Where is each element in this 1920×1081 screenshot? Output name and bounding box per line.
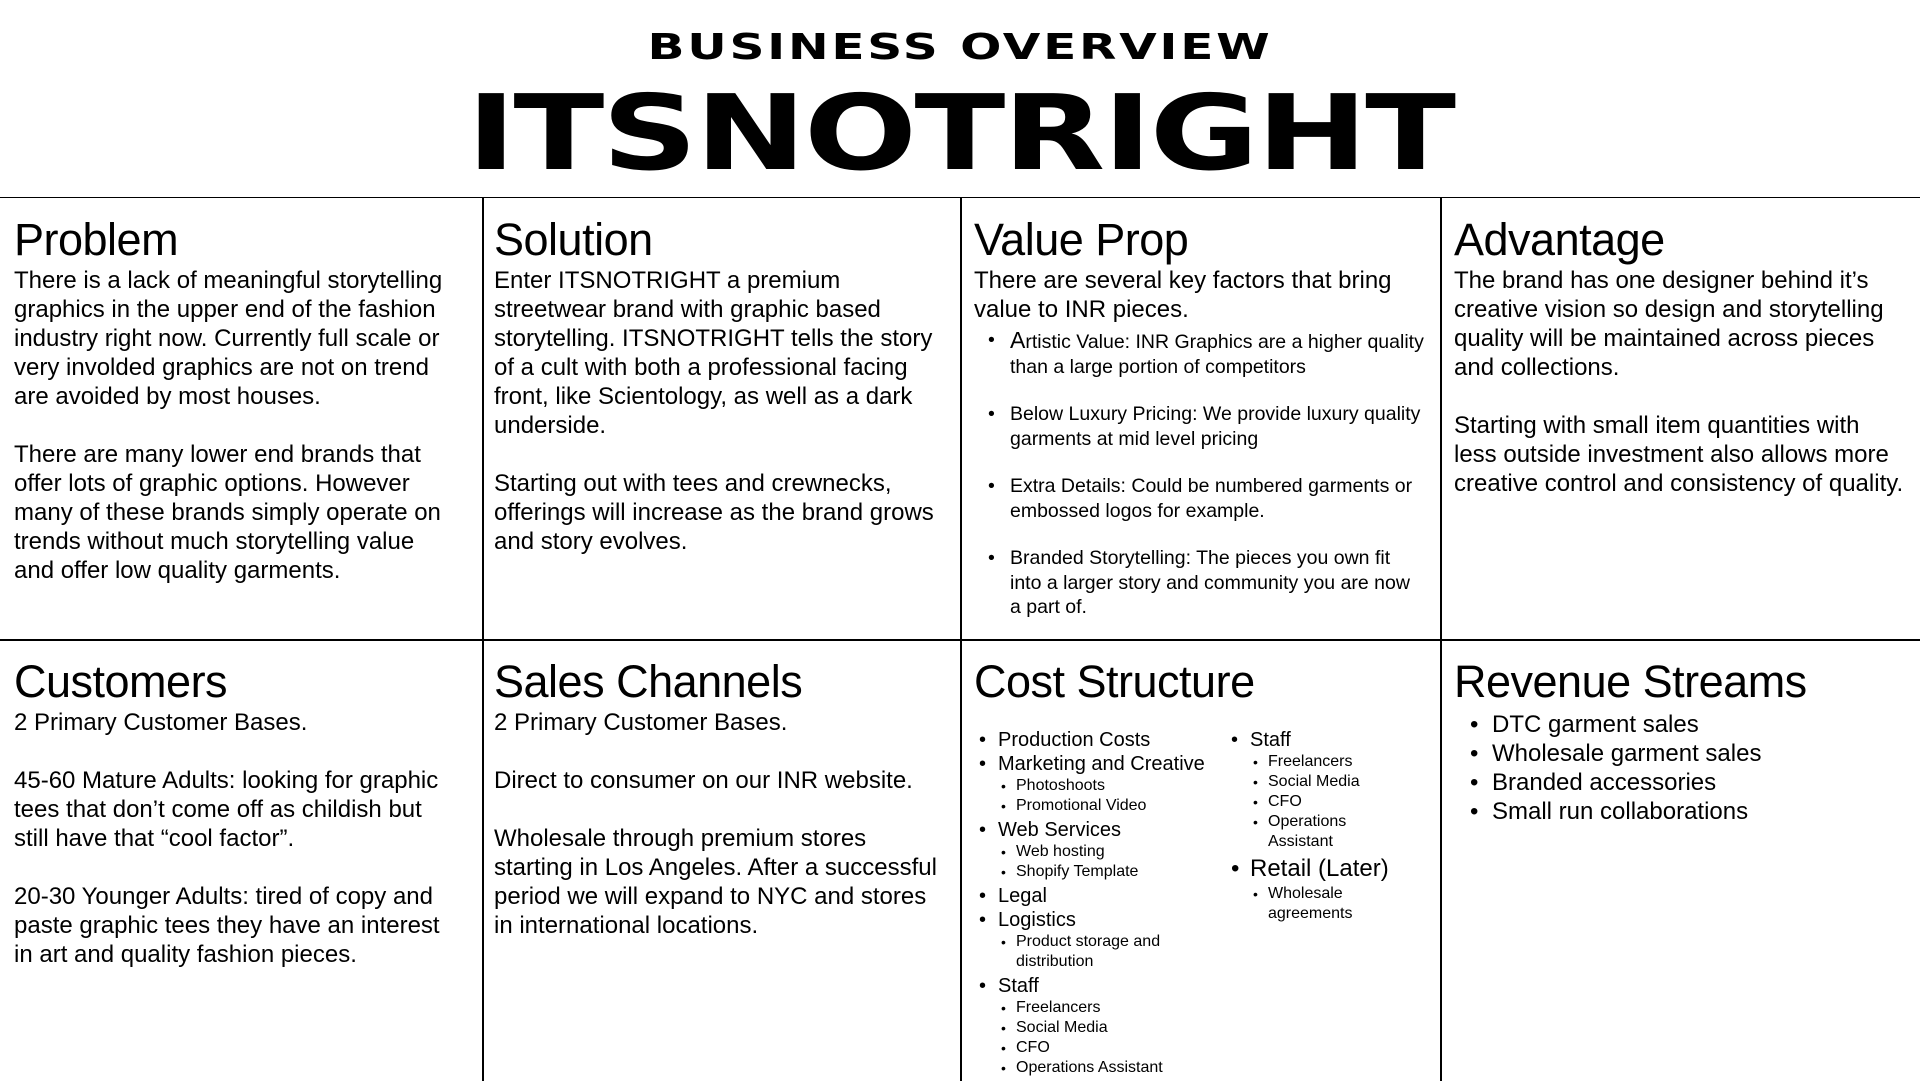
- list-item: • Shopify Template: [974, 862, 1224, 882]
- list-item: • Logistics: [974, 908, 1224, 932]
- list-item: • Operations Assistant: [1226, 812, 1366, 852]
- problem-text-2: There are many lower end brands that offer lots of graphic options. However many of these brands simply operate on trends without much storytelling value and offer low quality garments.: [14, 441, 441, 584]
- list-item: • CFO: [974, 1038, 1224, 1058]
- list-item: • Branded Storytelling: The pieces you own fit into a larger story and community you are now a part of.: [974, 546, 1424, 620]
- solution-text-2: Starting out with tees and crewnecks, offerings will increase as the brand grows and story evolves.: [494, 470, 934, 555]
- advantage-section: [1454, 214, 1906, 634]
- list-item: • Staff: [1226, 728, 1416, 752]
- list-item: • Photoshoots: [974, 776, 1224, 796]
- sales-text-1: 2 Primary Customer Bases.: [494, 709, 788, 736]
- cost-list-1: [974, 728, 1224, 1080]
- sales-text-3: Wholesale through premium stores starting in Los Angeles. After a successful period we will expand to NYC and stores in international locations.: [494, 825, 937, 939]
- list-item: • Freelancers: [1226, 752, 1366, 772]
- problem-section: [14, 214, 460, 634]
- problem-text-1: There is a lack of meaningful storytelling graphics in the upper end of the fashion industry right now. Currently full scale or very involded graphics are not on trend are avoided by most houses.: [14, 267, 443, 410]
- sales-channels-heading: Sales Channels: [494, 656, 803, 707]
- customers-text-3: 20-30 Younger Adults: tired of copy and paste graphic tees they have an interest in art and quality fashion pieces.: [14, 883, 440, 968]
- revenue-list: [1454, 710, 1906, 826]
- sales-text-2: Direct to consumer on our INR website.: [494, 767, 913, 794]
- customers-section: [14, 656, 460, 1076]
- advantage-text-1: The brand has one designer behind it’s creative vision so design and storytelling quality will be maintained across pieces and collections.: [1454, 267, 1884, 381]
- list-item: • Product storage and distribution: [974, 932, 1174, 972]
- problem-heading: Problem: [14, 214, 179, 265]
- list-item: • Legal: [974, 884, 1224, 908]
- solution-heading: Solution: [494, 214, 653, 265]
- revenue-streams-heading: Revenue Streams: [1454, 656, 1807, 707]
- customers-heading: Customers: [14, 656, 228, 707]
- page-title: ITSNOTRIGHT: [466, 72, 1454, 194]
- divider: [0, 639, 1920, 641]
- list-item: • Wholesale garment sales: [1454, 739, 1906, 768]
- list-item: • Small run collaborations: [1454, 797, 1906, 826]
- cost-structure-heading: Cost Structure: [974, 656, 1255, 707]
- list-item: • Staff: [974, 974, 1224, 998]
- list-item: • Production Costs: [974, 728, 1224, 752]
- customers-text-2: 45-60 Mature Adults: looking for graphic tees that don’t come off as childish but still have that “cool factor”.: [14, 767, 439, 852]
- list-item: • Promotional Video: [974, 796, 1224, 816]
- sales-channels-section: [494, 656, 946, 1076]
- list-item: • Below Luxury Pricing: We provide luxury quality garments at mid level pricing: [974, 402, 1424, 451]
- solution-text-1: Enter ITSNOTRIGHT a premium streetwear brand with graphic based storytelling. ITSNOTRIGHT tells the story of a cult with both a professional facing front, like Scientology, as well as a dark underside.: [494, 267, 933, 439]
- advantage-text-2: Starting with small item quantities with less outside investment also allows more creative control and consistency of quality.: [1454, 412, 1904, 497]
- cost-list-2: [1226, 728, 1416, 926]
- list-item: • DTC garment sales: [1454, 710, 1906, 739]
- advantage-heading: Advantage: [1454, 214, 1665, 265]
- value-prop-list: [974, 328, 1424, 620]
- value-prop-section: [974, 214, 1424, 634]
- list-item: • Web hosting: [974, 842, 1224, 862]
- value-prop-heading: Value Prop: [974, 214, 1189, 265]
- business-grid: [0, 197, 1920, 1080]
- list-item: • Operations Assistant: [974, 1058, 1224, 1078]
- list-item: • Wholesale agreements: [1226, 884, 1366, 924]
- list-item: • Branded accessories: [1454, 768, 1906, 797]
- list-item: • CFO: [1226, 792, 1366, 812]
- page-subtitle: BUSINESS OVERVIEW: [647, 27, 1273, 68]
- list-item: • Retail (Later): [1226, 854, 1416, 884]
- cost-structure-section: [974, 656, 1434, 1081]
- list-item: • Social Media: [1226, 772, 1366, 792]
- list-item: • Freelancers: [974, 998, 1224, 1018]
- solution-section: [494, 214, 946, 634]
- list-item: • Social Media: [974, 1018, 1224, 1038]
- header: [0, 0, 1920, 197]
- value-prop-intro: There are several key factors that bring value to INR pieces.: [974, 267, 1392, 323]
- customers-text-1: 2 Primary Customer Bases.: [14, 709, 308, 736]
- list-item: • Web Services: [974, 818, 1224, 842]
- list-item: • Artistic Value: INR Graphics are a higher quality than a large portion of competitors: [974, 328, 1424, 379]
- list-item: • Extra Details: Could be numbered garments or embossed logos for example.: [974, 474, 1424, 523]
- revenue-streams-section: [1454, 656, 1906, 1076]
- list-item: • Marketing and Creative: [974, 752, 1224, 776]
